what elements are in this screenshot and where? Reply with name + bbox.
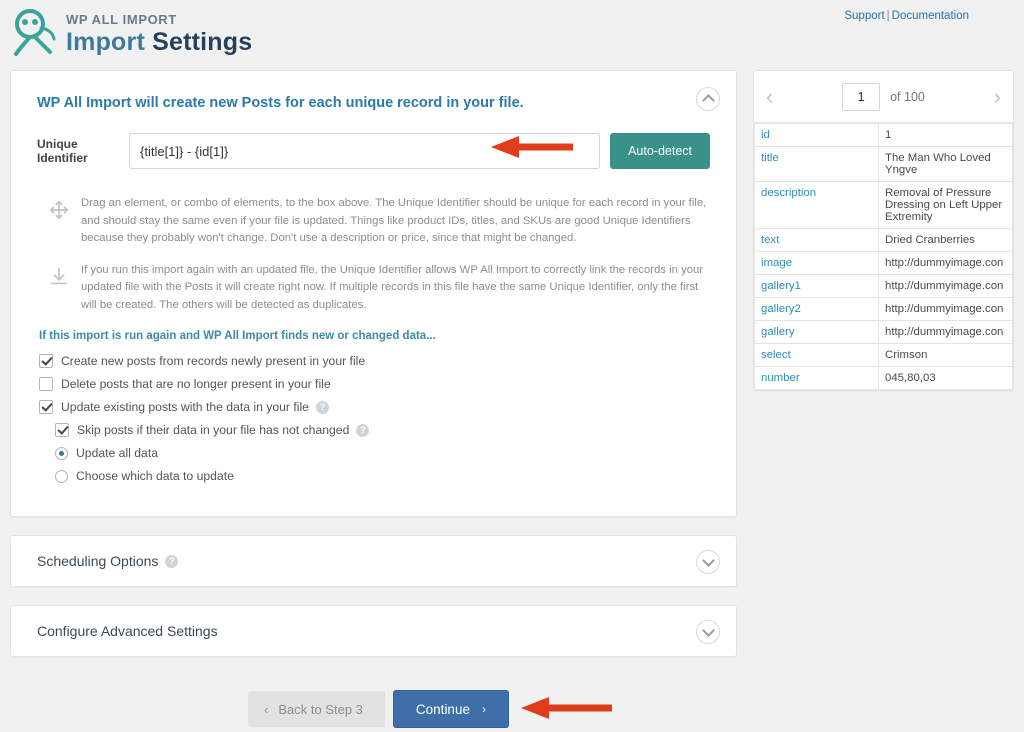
chevron-down-icon: [702, 554, 715, 567]
option-label: Choose which data to update: [76, 469, 234, 483]
help-icon[interactable]: ?: [165, 555, 178, 568]
annotation-arrow-autodetect: [489, 132, 575, 162]
table-row: [755, 367, 1013, 390]
unique-identifier-row: [37, 133, 710, 169]
field-value: Removal of Pressure Dressing on Left Upper Extremity: [879, 182, 1013, 229]
record-page-input[interactable]: [842, 83, 880, 111]
help-icon[interactable]: ?: [356, 424, 369, 437]
annotation-arrow-continue: [519, 693, 614, 723]
field-value: http://dummyimage.con: [879, 252, 1013, 275]
scheduling-options-toggle[interactable]: [696, 550, 720, 574]
chevron-down-icon: [702, 624, 715, 637]
header-links: [844, 10, 969, 22]
continue-button-label: Continue: [415, 701, 470, 717]
field-key: gallery1: [755, 275, 879, 298]
right-column: [753, 70, 1014, 391]
option-delete-posts[interactable]: [39, 377, 710, 391]
option-skip-unchanged-posts[interactable]: [55, 423, 710, 437]
options-subheading: If this import is run again and WP All Import finds new or changed data...: [39, 330, 436, 342]
chevron-right-icon: ›: [481, 702, 486, 716]
field-key: text: [755, 229, 879, 252]
wizard-footer: [10, 690, 747, 728]
field-key: id: [755, 124, 879, 147]
option-update-existing-posts[interactable]: [39, 400, 710, 414]
advanced-settings-toggle[interactable]: [696, 620, 720, 644]
help-text-drag: Drag an element, or combo of elements, to the box above. The Unique Identifier should be unique for each record in your file, and should stay the same even if your file is updated. Things like product IDs, titles, and SKUs are good Unique Identifiers because they probably won't change. Don't use a description or price, since that might be changed.: [81, 197, 707, 244]
field-value: http://dummyimage.con: [879, 275, 1013, 298]
help-icon[interactable]: ?: [316, 401, 329, 414]
radio-icon[interactable]: [55, 470, 68, 483]
field-key: select: [755, 344, 879, 367]
help-row-import: [37, 262, 710, 315]
table-row: [755, 252, 1013, 275]
option-label: Delete posts that are no longer present in your file: [61, 377, 331, 391]
table-row: [755, 124, 1013, 147]
panel-heading: WP All Import will create new Posts for each unique record in your file.: [37, 95, 524, 111]
auto-detect-button[interactable]: Auto-detect: [610, 133, 710, 169]
back-to-step-3-button[interactable]: [248, 691, 385, 727]
panel-collapse-toggle[interactable]: [696, 87, 720, 111]
checkbox-icon[interactable]: [39, 400, 53, 414]
record-total-label: of 100: [890, 89, 925, 104]
table-row: [755, 298, 1013, 321]
table-row: [755, 344, 1013, 367]
option-label: Update all data: [76, 446, 158, 460]
help-row-drag: [37, 195, 710, 248]
radio-icon[interactable]: [55, 447, 68, 460]
back-button-label: Back to Step 3: [278, 701, 363, 717]
field-value: 045,80,03: [879, 367, 1013, 390]
scheduling-options-panel[interactable]: [10, 535, 737, 587]
field-key: title: [755, 147, 879, 182]
page-title: [66, 28, 252, 57]
field-value: Crimson: [879, 344, 1013, 367]
help-text-import: If you run this import again with an updated file, the Unique Identifier allows WP All Import to correctly link the records in your updated file with the Posts it will create right now. If multiple records in this file have the same Unique Identifier, only the first will be created. The others will be detected as duplicates.: [81, 263, 704, 311]
checkbox-icon[interactable]: [39, 377, 53, 391]
option-create-new-posts[interactable]: [39, 354, 710, 368]
continue-button[interactable]: [393, 690, 509, 728]
move-icon: [37, 195, 81, 248]
option-label: Skip posts if their data in your file has not changed: [77, 423, 350, 437]
links-separator: |: [886, 10, 890, 22]
field-key: gallery2: [755, 298, 879, 321]
wp-all-import-logo-icon: [10, 8, 58, 58]
record-preview-table: [754, 123, 1013, 390]
table-row: [755, 182, 1013, 229]
field-key: description: [755, 182, 879, 229]
table-row: [755, 275, 1013, 298]
option-label: Create new posts from records newly present in your file: [61, 354, 366, 368]
checkbox-icon[interactable]: [39, 354, 53, 368]
download-icon: [37, 262, 81, 315]
documentation-link[interactable]: Documentation: [891, 10, 969, 22]
table-row: [755, 147, 1013, 182]
chevron-right-icon[interactable]: ›: [993, 83, 1001, 109]
unique-identifier-label: Unique Identifier: [37, 137, 88, 165]
left-column: [10, 70, 737, 717]
page-title-light: Import: [66, 28, 153, 56]
record-preview-panel: [753, 70, 1014, 391]
option-choose-data-to-update[interactable]: [55, 469, 710, 483]
chevron-up-icon: [702, 94, 715, 107]
field-value: Dried Cranberries: [879, 229, 1013, 252]
advanced-settings-panel[interactable]: [10, 605, 737, 657]
table-row: [755, 229, 1013, 252]
field-value: http://dummyimage.con: [879, 298, 1013, 321]
chevron-left-icon: ‹: [264, 701, 269, 717]
advanced-settings-title: Configure Advanced Settings: [37, 623, 218, 639]
chevron-left-icon[interactable]: ‹: [766, 83, 774, 109]
page-title-bold: Settings: [152, 28, 253, 56]
table-row: [755, 321, 1013, 344]
support-link[interactable]: Support: [844, 10, 885, 22]
page-header: [0, 0, 1024, 62]
option-update-all-data[interactable]: [55, 446, 710, 460]
unique-identifier-panel: [10, 70, 737, 517]
field-key: number: [755, 367, 879, 390]
field-value: 1: [879, 124, 1013, 147]
record-pager: [754, 71, 1013, 123]
scheduling-options-title: Scheduling Options: [37, 553, 159, 569]
field-key: image: [755, 252, 879, 275]
record-preview-body: [755, 124, 1013, 390]
field-value: http://dummyimage.con: [879, 321, 1013, 344]
checkbox-icon[interactable]: [55, 423, 69, 437]
field-key: gallery: [755, 321, 879, 344]
brand-subtitle: WP ALL IMPORT: [66, 12, 177, 27]
option-label: Update existing posts with the data in your file: [61, 400, 309, 414]
field-value: The Man Who Loved Yngve: [879, 147, 1013, 182]
